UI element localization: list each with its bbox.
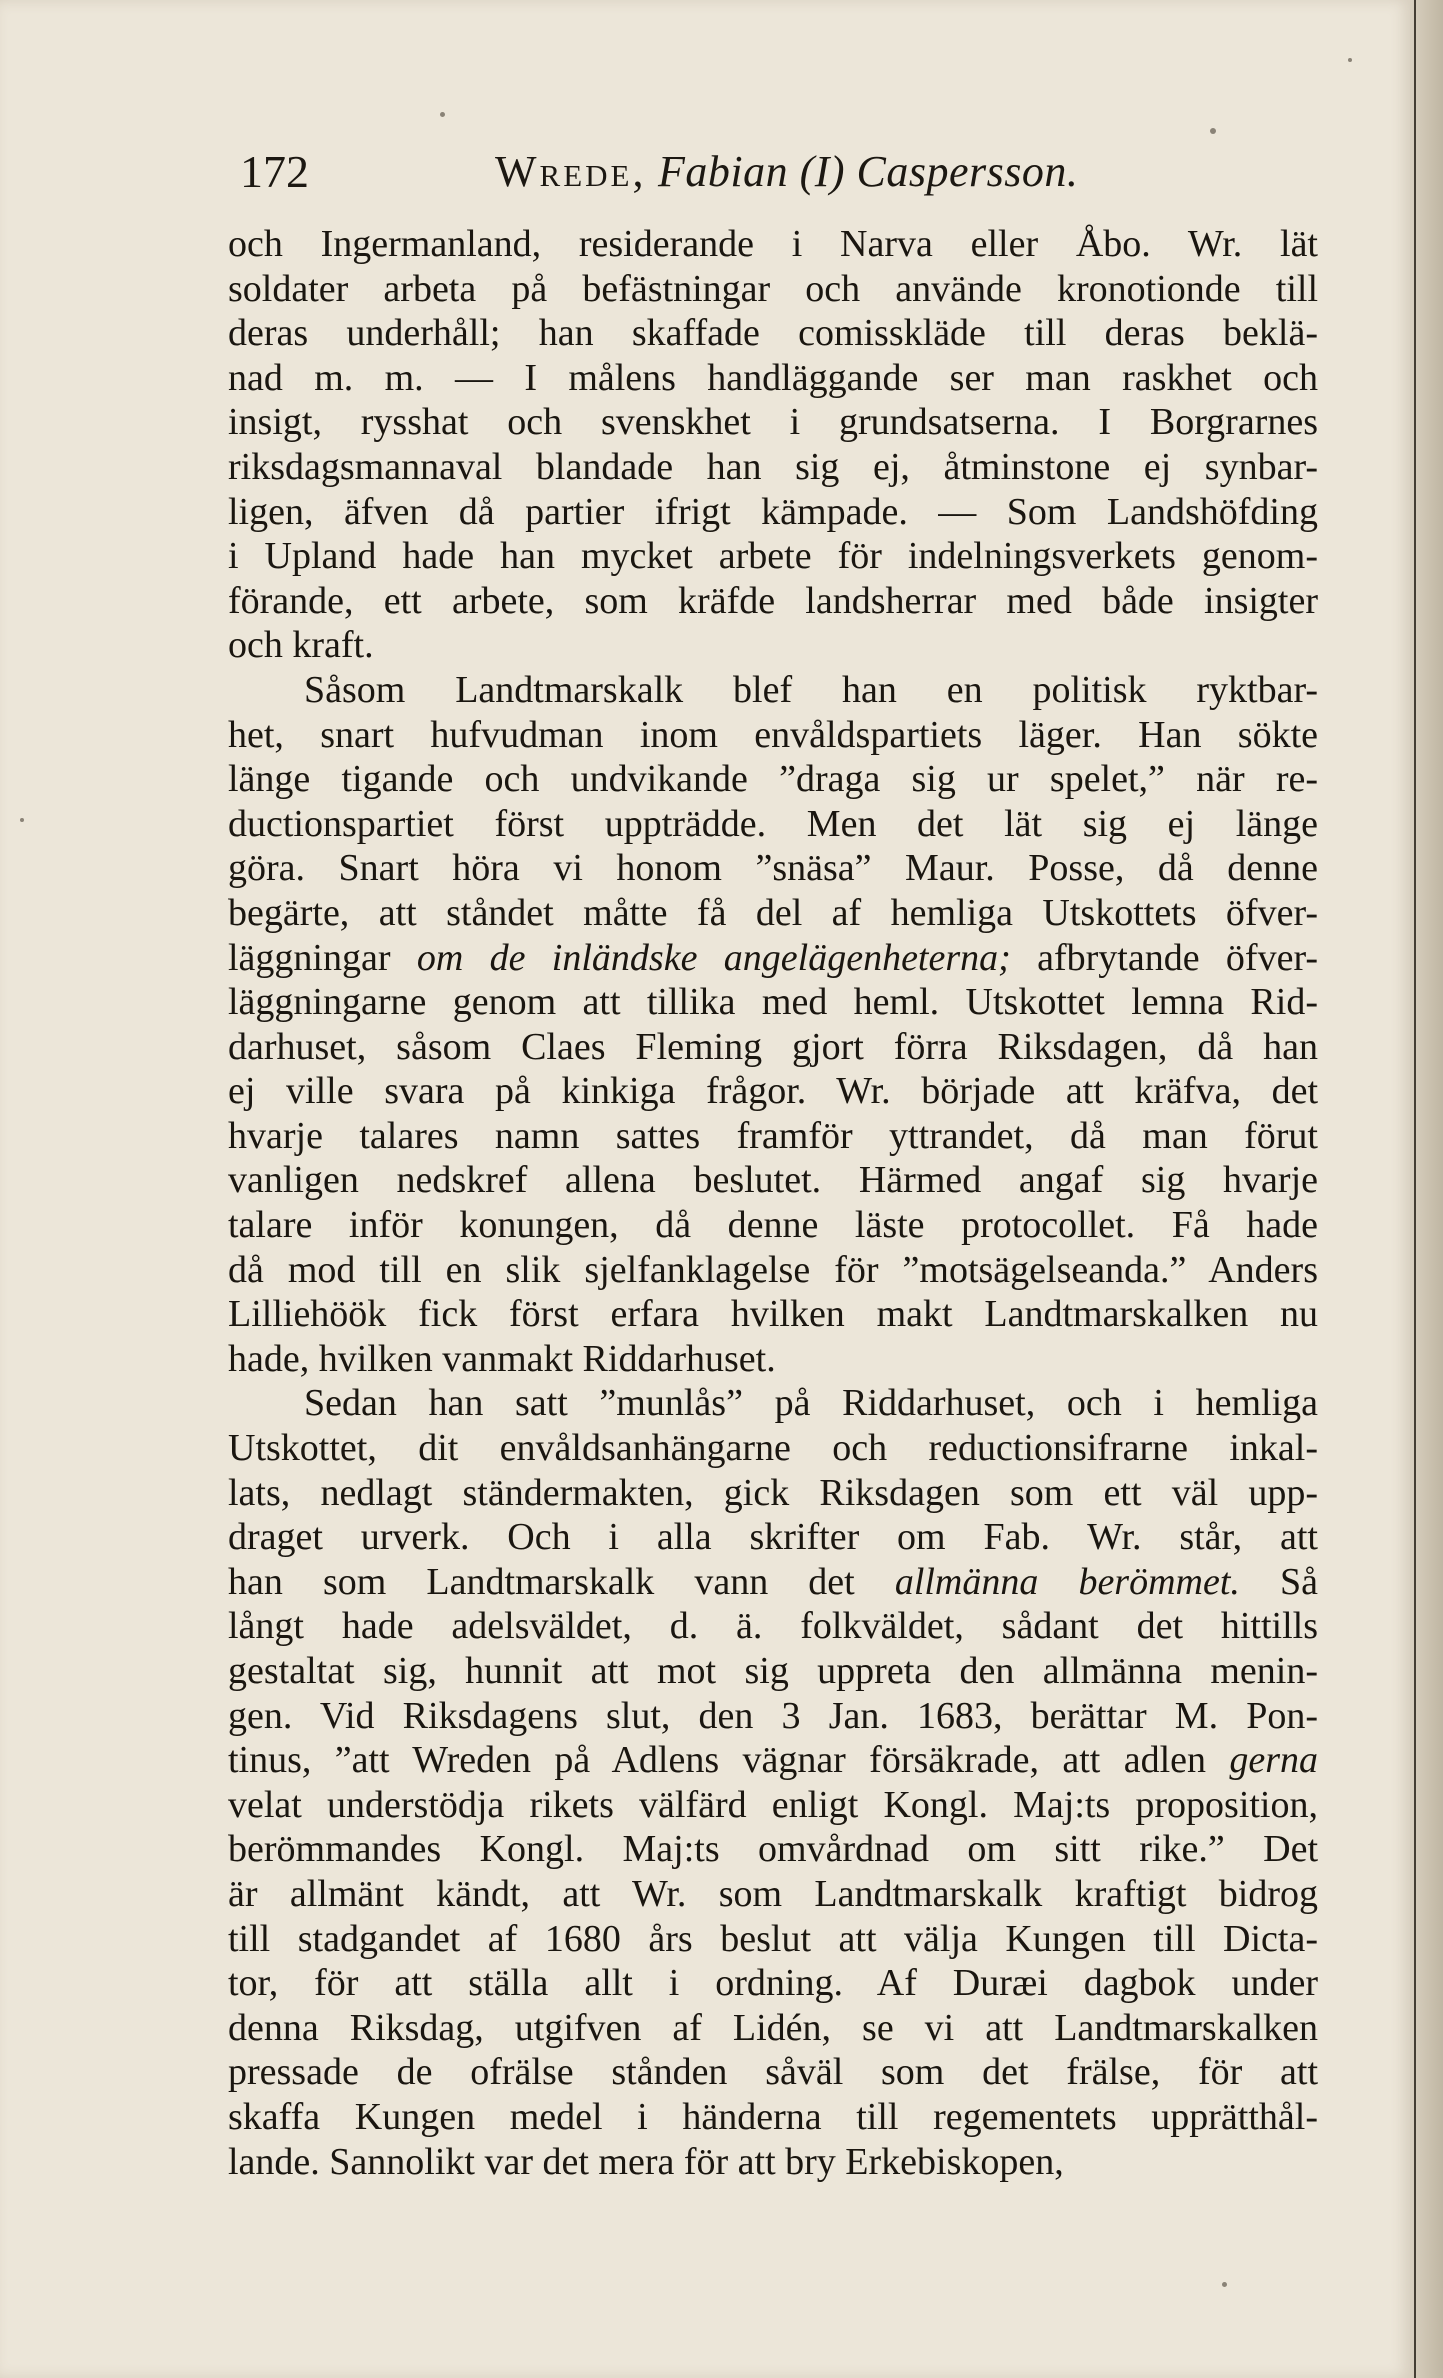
text-line: riksdagsmannaval blandade han sig ej, åtminstone ej synbar- [228,445,1318,488]
text-line [228,936,1318,981]
running-head-title [495,142,1078,202]
paper-speck [440,112,445,117]
text-line: vanligen nedskref allena beslutet. Härmed angaf sig hvarje [228,1159,1318,1202]
paper-speck [1210,128,1216,134]
body-text [228,222,1318,2184]
text-line: berömmandes Kongl. Maj:ts omvårdnad om sitt rike.” Det [228,1828,1318,1871]
text-line: långt hade adelsväldet, d. ä. folkväldet, sådant det hittills [228,1605,1318,1648]
text-line: gen. Vid Riksdagens slut, den 3 Jan. 1683, berättar M. Pon- [228,1694,1318,1737]
text-line: till stadgandet af 1680 års beslut att välja Kungen till Dicta- [228,1917,1318,1960]
page-edge [1410,0,1443,2378]
text-line: lande. Sannolikt var det mera för att bry Erkebiskopen, [228,2140,1064,2183]
text-line: i Upland hade han mycket arbete för indelningsverkets genom- [228,535,1318,578]
text-line: insigt, rysshat och svenskhet i grundsatserna. I Borgrarnes [228,401,1318,444]
page-number: 172 [240,146,309,197]
text-line: pressade de ofrälse stånden såväl som det frälse, för att [228,2051,1318,2094]
paper-speck [1348,58,1352,62]
text-line: ej ville svara på kinkiga frågor. Wr. började att kräfva, det [228,1070,1318,1113]
text-line: skaffa Kungen medel i händerna till regementets upprätthål- [228,2095,1318,2138]
paper-speck [20,818,24,822]
running-header [240,142,1335,202]
text-line: gestaltat sig, hunnit att mot sig uppreta den allmänna menin- [228,1650,1318,1692]
italic-word: gerna [1229,1739,1318,1782]
text-line: darhuset, såsom Claes Fleming gjort förra Riksdagen, då han [228,1025,1318,1068]
text-line: het, snart hufvudman inom envåldspartiets läger. Han sökte [228,713,1318,756]
text-segment: läggningar [228,936,417,979]
text-line: ligen, äfven då partier ifrigt kämpade. — Som Landshöfding [228,490,1318,533]
paper-speck [1222,2282,1227,2287]
text-line: och Ingermanland, residerande i Narva eller Åbo. Wr. lät [228,223,1318,265]
text-segment: tinus, ”att Wreden på Adlens vägnar försäkrade, att adlen [228,1739,1230,1782]
text-line: är allmänt kändt, att Wr. som Landtmarskalk kraftigt bidrog [228,1872,1318,1915]
paragraph-start-line: Sedan han satt ”munlås” på Riddarhuset, och i hemliga [304,1382,1318,1425]
text-line: hade, hvilken vanmakt Riddarhuset. [228,1337,776,1380]
text-line: då mod till en slik sjelfanklagelse för ”motsägelseanda.” Anders [228,1248,1318,1291]
text-line: Lilliehöök fick först erfara hvilken makt Landtmarskalken nu [228,1293,1318,1336]
italic-phrase: om de inländske angelägenheterna; [416,936,1011,979]
text-line: velat understödja rikets välfärd enligt Kongl. Maj:ts proposition, [228,1783,1318,1826]
text-line: tor, för att ställa allt i ordning. Af Duræi dagbok under [228,1962,1318,2005]
running-head-surname: Wrede, [495,147,647,196]
running-head-given-name: Fabian (I) Caspersson. [657,147,1079,196]
paragraph-start-line: Såsom Landtmarskalk blef han en politisk ryktbar- [304,668,1318,711]
text-line: ductionspartiet först uppträdde. Men det lät sig ej länge [228,802,1318,845]
text-segment: Så [1239,1560,1318,1603]
text-line: nad m. m. — I målens handläggande ser man raskhet och [228,356,1318,399]
text-line: soldater arbeta på befästningar och använde kronotionde till [228,267,1318,310]
text-line: göra. Snart höra vi honom ”snäsa” Maur. Posse, då denne [228,847,1318,890]
text-line: lats, nedlagt ständermakten, gick Riksdagen som ett väl upp- [228,1471,1318,1514]
text-line: och kraft. [228,624,374,667]
text-segment: afbrytande öfver- [1010,936,1318,979]
italic-phrase: allmänna berömmet. [894,1560,1240,1603]
text-line: begärte, att ståndet måtte få del af hemliga Utskottets öfver- [228,891,1318,934]
text-line [228,1560,1318,1605]
text-line: hvarje talares namn sattes framför yttrandet, då man förut [228,1114,1318,1157]
text-line: förande, ett arbete, som kräfde landsherrar med både insigter [228,579,1318,622]
text-line [228,1738,1318,1783]
text-line: Utskottet, dit envåldsanhängarne och reductionsifrarne inkal- [228,1427,1318,1470]
text-line: denna Riksdag, utgifven af Lidén, se vi att Landtmarskalken [228,2006,1318,2049]
text-line: talare inför konungen, då denne läste protocollet. Få hade [228,1204,1318,1247]
text-line: draget urverk. Och i alla skrifter om Fab. Wr. står, att [228,1516,1318,1559]
text-segment: han som Landtmarskalk vann det [228,1560,895,1603]
text-line: deras underhåll; han skaffade comisskläde till deras beklä- [228,312,1318,355]
text-line: läggningarne genom att tillika med heml. Utskottet lemna Rid- [228,981,1318,1024]
text-line: länge tigande och undvikande ”draga sig ur spelet,” när re- [228,758,1318,801]
